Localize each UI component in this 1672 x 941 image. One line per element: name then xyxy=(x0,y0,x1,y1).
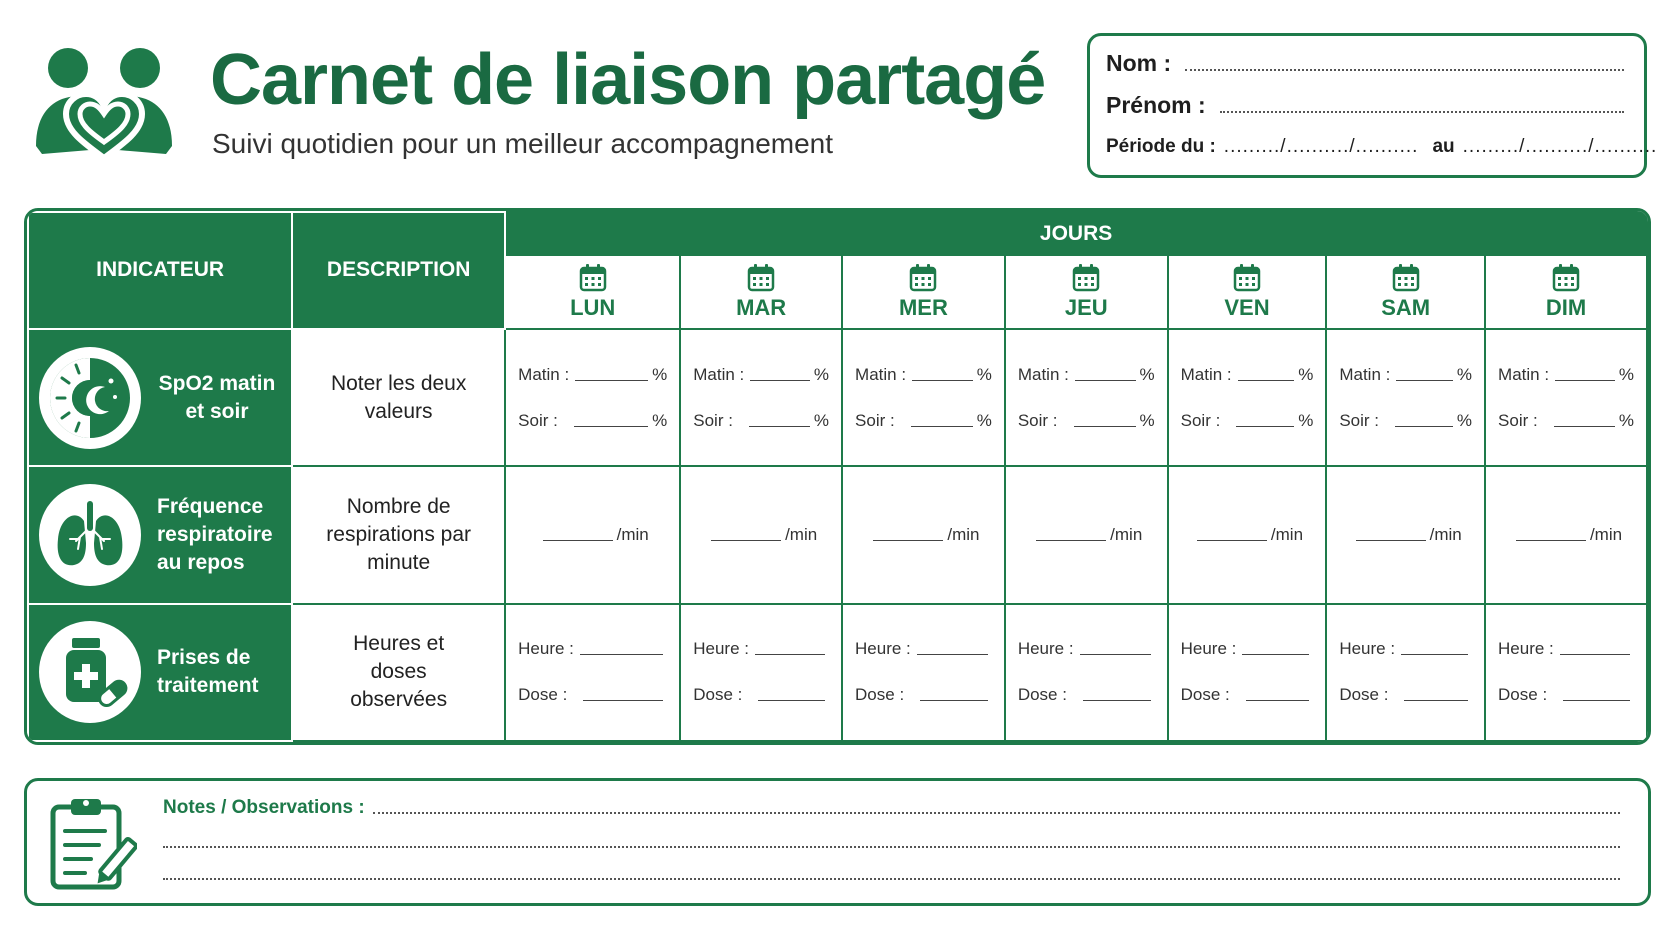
indicator-label-spo2: SpO2 matin et soir xyxy=(158,371,276,423)
soir-label: Soir : xyxy=(855,410,895,430)
soir-input[interactable] xyxy=(1395,426,1453,427)
tracking-table xyxy=(24,208,1651,745)
dose-input[interactable] xyxy=(1563,700,1630,701)
matin-input[interactable] xyxy=(575,380,648,381)
soir-input[interactable] xyxy=(1236,426,1294,427)
soir-label: Soir : xyxy=(518,410,558,430)
unit-label: % xyxy=(652,364,668,384)
unit-label: % xyxy=(1139,364,1155,384)
unit-label: % xyxy=(1298,410,1314,430)
prenom-field[interactable] xyxy=(1220,110,1624,113)
day-mar xyxy=(680,255,842,329)
soir-input[interactable] xyxy=(1554,426,1615,427)
dotted-line xyxy=(373,811,1620,814)
day-cell-sam xyxy=(1326,329,1485,466)
unit-label: /min xyxy=(947,524,980,544)
day-label: JEU xyxy=(1064,294,1108,320)
day-cell-sam xyxy=(1326,604,1485,741)
unit-label: /min xyxy=(1110,524,1143,544)
description-text-spo2: Noter les deux valeurs xyxy=(330,371,467,423)
day-label: MER xyxy=(898,294,948,320)
table-row-traitement xyxy=(28,604,1647,741)
day-cell-jeu xyxy=(1005,466,1168,603)
matin-input[interactable] xyxy=(750,380,810,381)
soir-input[interactable] xyxy=(749,426,810,427)
unit-label: % xyxy=(813,410,830,430)
day-cell-ven xyxy=(1168,329,1327,466)
day-cell-mer xyxy=(842,604,1005,741)
prenom-label: Prénom : xyxy=(1106,92,1206,118)
frequence-input[interactable] xyxy=(543,540,613,541)
notes-box xyxy=(24,778,1651,906)
day-dim xyxy=(1485,255,1647,329)
day-lun xyxy=(505,255,680,329)
day-cell-jeu xyxy=(1005,604,1168,741)
day-mer xyxy=(842,255,1005,329)
description-text-frequence: Nombre de respirations par minute xyxy=(326,494,472,574)
heure-input[interactable] xyxy=(1560,654,1630,655)
heure-label: Heure : xyxy=(693,639,749,659)
notes-line-2[interactable] xyxy=(163,837,1620,853)
frequence-input[interactable] xyxy=(873,540,943,541)
heure-label: Heure : xyxy=(1339,639,1396,659)
table-row-frequence xyxy=(28,466,1647,603)
soir-label: Soir : xyxy=(1017,410,1058,430)
dose-input[interactable] xyxy=(920,700,988,701)
unit-label: % xyxy=(652,410,668,430)
heure-label: Heure : xyxy=(518,639,574,659)
au-label: au xyxy=(1432,136,1455,157)
heure-label: Heure : xyxy=(1180,639,1237,659)
periode-row xyxy=(1106,136,1658,158)
heure-input[interactable] xyxy=(1242,654,1309,655)
page-subtitle: Suivi quotidien pour un meilleur accompagnement xyxy=(212,128,834,159)
nom-label: Nom : xyxy=(1106,50,1172,76)
dose-label: Dose : xyxy=(1339,685,1389,705)
calendar-icon xyxy=(1551,263,1581,293)
medicine-icon xyxy=(39,621,141,723)
calendar-icon xyxy=(1391,263,1421,293)
unit-label: /min xyxy=(616,524,649,544)
indicator-traitement xyxy=(28,604,292,741)
heure-label: Heure : xyxy=(1017,639,1074,659)
dose-input[interactable] xyxy=(1246,700,1310,701)
dotted-line xyxy=(163,845,1620,848)
heure-input[interactable] xyxy=(1401,654,1468,655)
matin-input[interactable] xyxy=(1075,380,1136,381)
description-frequence xyxy=(292,466,505,603)
dose-label: Dose : xyxy=(1180,685,1230,705)
clipboard-pen-icon xyxy=(47,795,137,891)
dose-input[interactable] xyxy=(758,700,825,701)
day-label: DIM xyxy=(1545,294,1587,320)
soir-input[interactable] xyxy=(574,426,648,427)
unit-label: % xyxy=(1139,410,1155,430)
day-cell-lun xyxy=(505,604,680,741)
day-label: SAM xyxy=(1381,294,1431,320)
soir-input[interactable] xyxy=(911,426,973,427)
col-indicateur: INDICATEUR xyxy=(28,212,292,329)
calendar-icon xyxy=(578,263,608,293)
period-start-field[interactable]: ........./........../.......... xyxy=(1223,136,1419,157)
dose-input[interactable] xyxy=(1404,700,1468,701)
dose-label: Dose : xyxy=(1498,685,1548,705)
calendar-icon xyxy=(1232,263,1262,293)
day-sam xyxy=(1326,255,1485,329)
dotted-line xyxy=(163,877,1620,880)
matin-label: Matin : xyxy=(855,364,907,384)
frequence-input[interactable] xyxy=(1197,540,1267,541)
matin-label: Matin : xyxy=(1180,364,1232,384)
description-traitement xyxy=(292,604,505,741)
heure-label: Heure : xyxy=(855,639,911,659)
description-text-traitement: Heures et doses observées xyxy=(350,632,448,712)
day-cell-dim xyxy=(1485,466,1647,603)
dose-label: Dose : xyxy=(855,685,905,705)
family-heart-icon xyxy=(34,42,174,162)
day-cell-dim xyxy=(1485,329,1647,466)
day-cell-sam xyxy=(1326,466,1485,603)
nom-row xyxy=(1106,50,1624,77)
unit-label: % xyxy=(1456,364,1473,384)
unit-label: /min xyxy=(1589,524,1623,544)
periode-label: Période du : xyxy=(1106,136,1216,157)
nom-field[interactable] xyxy=(1185,68,1624,71)
soir-input[interactable] xyxy=(1074,426,1136,427)
table-row-spo2 xyxy=(28,329,1647,466)
day-label: LUN xyxy=(570,294,616,320)
indicator-label-frequence: Fréquence respiratoire au repos xyxy=(157,494,273,574)
calendar-icon xyxy=(746,263,776,293)
soir-label: Soir : xyxy=(1498,410,1538,430)
matin-input[interactable] xyxy=(1555,380,1615,381)
heure-input[interactable] xyxy=(1080,654,1151,655)
unit-label: % xyxy=(813,364,830,384)
heure-input[interactable] xyxy=(580,654,663,655)
day-cell-ven xyxy=(1168,604,1327,741)
heure-label: Heure : xyxy=(1498,639,1554,659)
unit-label: % xyxy=(1618,364,1634,384)
day-cell-mar xyxy=(680,329,842,466)
soir-label: Soir : xyxy=(693,410,733,430)
notes-line-3[interactable] xyxy=(163,869,1620,885)
notes-line-1[interactable] xyxy=(163,797,1620,819)
unit-label: /min xyxy=(785,524,818,544)
day-cell-dim xyxy=(1485,604,1647,741)
day-label: VEN xyxy=(1224,294,1270,320)
indicator-label-traitement: Prises de traitement xyxy=(157,646,259,698)
dose-label: Dose : xyxy=(518,685,568,705)
frequence-input[interactable] xyxy=(1036,540,1106,541)
matin-label: Matin : xyxy=(518,364,570,384)
prenom-row xyxy=(1106,92,1624,119)
matin-label: Matin : xyxy=(693,364,745,384)
unit-label: % xyxy=(1618,410,1634,430)
matin-label: Matin : xyxy=(1498,364,1550,384)
day-cell-mer xyxy=(842,329,1005,466)
day-cell-mer xyxy=(842,466,1005,603)
heure-input[interactable] xyxy=(917,654,988,655)
calendar-icon xyxy=(908,263,938,293)
notes-label: Notes / Observations : xyxy=(163,797,365,818)
dose-label: Dose : xyxy=(693,685,743,705)
period-end-field[interactable]: ........./........../.......... xyxy=(1462,136,1658,157)
unit-label: /min xyxy=(1429,524,1462,544)
frequence-input[interactable] xyxy=(1356,540,1426,541)
identity-box xyxy=(1087,33,1658,178)
dose-input[interactable] xyxy=(1083,700,1151,701)
frequence-input[interactable] xyxy=(711,540,781,541)
matin-label: Matin : xyxy=(1339,364,1391,384)
day-cell-lun xyxy=(505,466,680,603)
unit-label: % xyxy=(976,364,992,384)
lungs-icon xyxy=(39,484,141,586)
description-spo2 xyxy=(292,329,505,466)
col-description: DESCRIPTION xyxy=(292,212,505,329)
calendar-icon xyxy=(1071,263,1101,293)
page-title: Carnet de liaison partagé xyxy=(210,40,1046,120)
unit-label: % xyxy=(1456,410,1473,430)
indicator-spo2 xyxy=(28,329,292,466)
day-cell-ven xyxy=(1168,466,1327,603)
col-jours: JOURS xyxy=(505,212,1647,255)
day-label: MAR xyxy=(736,294,787,320)
indicator-frequence xyxy=(28,466,292,603)
day-cell-jeu xyxy=(1005,329,1168,466)
soir-label: Soir : xyxy=(1180,410,1221,430)
frequence-input[interactable] xyxy=(1516,540,1586,541)
day-night-icon xyxy=(39,347,141,449)
day-jeu xyxy=(1005,255,1168,329)
matin-input[interactable] xyxy=(1396,380,1453,381)
matin-input[interactable] xyxy=(1238,380,1295,381)
day-cell-lun xyxy=(505,329,680,466)
unit-label: % xyxy=(976,410,992,430)
unit-label: % xyxy=(1298,364,1314,384)
matin-label: Matin : xyxy=(1017,364,1069,384)
dose-label: Dose : xyxy=(1017,685,1067,705)
dose-input[interactable] xyxy=(583,700,663,701)
soir-label: Soir : xyxy=(1339,410,1380,430)
day-ven xyxy=(1168,255,1327,329)
day-cell-mar xyxy=(680,604,842,741)
day-cell-mar xyxy=(680,466,842,603)
matin-input[interactable] xyxy=(912,380,973,381)
unit-label: /min xyxy=(1270,524,1304,544)
heure-input[interactable] xyxy=(755,654,825,655)
